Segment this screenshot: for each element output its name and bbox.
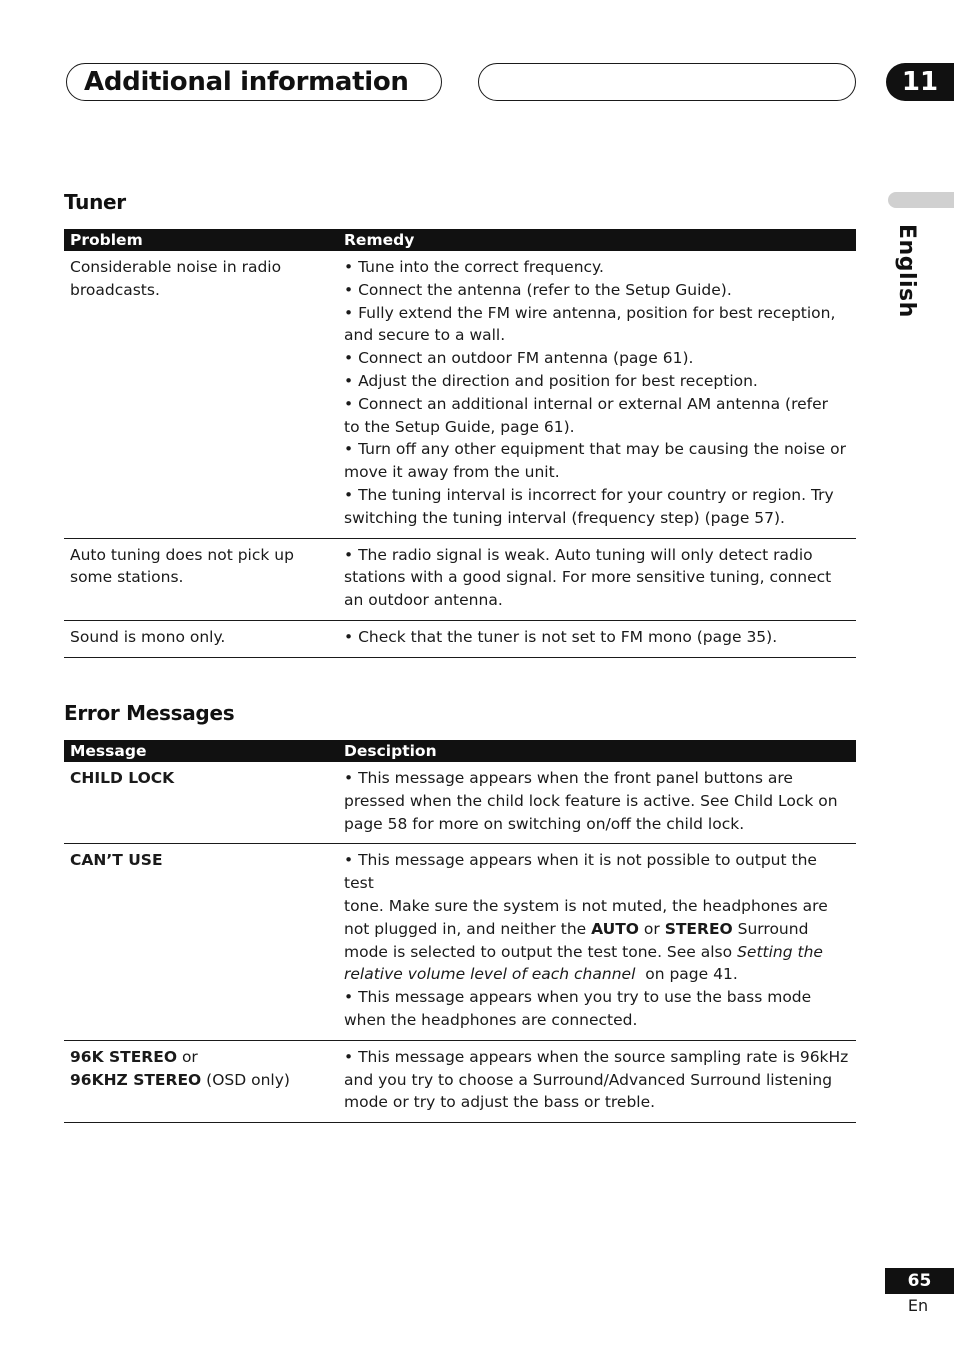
- table-row: [64, 762, 856, 844]
- text-line: Auto tuning does not pick up: [70, 545, 294, 564]
- text-line: • Connect an outdoor FM antenna (page 61).: [344, 349, 694, 368]
- text-line: move it away from the unit.: [344, 463, 560, 482]
- text-run: mode is selected to output the test tone. See also: [344, 942, 738, 961]
- message-cell: [64, 844, 338, 1040]
- message-code: 96K STEREO: [70, 1047, 178, 1066]
- text-line: • The tuning interval is incorrect for your country or region. Try: [344, 485, 834, 504]
- chapter-number: 11: [886, 63, 954, 101]
- text-line: [344, 941, 850, 964]
- page-title: Additional information: [84, 67, 409, 97]
- text-line: [344, 963, 850, 986]
- auto-mode-label: AUTO: [591, 919, 639, 938]
- error-messages-table: [64, 740, 856, 1123]
- text-run: or: [638, 919, 665, 938]
- text-run: or: [177, 1047, 198, 1066]
- column-header-problem: Problem: [64, 229, 338, 251]
- table-header-row: [64, 740, 856, 762]
- tuner-section-title: Tuner: [64, 190, 126, 214]
- language-tab-label: English: [894, 224, 919, 318]
- table-row: [64, 620, 856, 657]
- text-line: • Fully extend the FM wire antenna, position for best reception,: [344, 303, 836, 322]
- remedy-cell: [338, 620, 856, 657]
- text-line: switching the tuning interval (frequency step) (page 57).: [344, 508, 785, 527]
- remedy-cell: [338, 538, 856, 620]
- table-header-row: [64, 229, 856, 251]
- text-line: • Connect an additional internal or external AM antenna (refer: [344, 394, 829, 413]
- text-line: • Tune into the correct frequency.: [344, 258, 604, 276]
- text-line: • This message appears when you try to use the bass mode: [344, 988, 812, 1007]
- text-line: • Turn off any other equipment that may be causing the noise or: [344, 440, 846, 459]
- tuner-table: [64, 229, 856, 658]
- text-line: some stations.: [70, 568, 184, 587]
- text-line: and secure to a wall.: [344, 326, 506, 345]
- table-row: [64, 538, 856, 620]
- page-language-code: En: [907, 1296, 929, 1315]
- cross-reference: Setting the: [737, 942, 823, 961]
- text-line: tone. Make sure the system is not muted, the headphones are: [344, 896, 828, 915]
- table-row: [64, 251, 856, 538]
- text-line: stations with a good signal. For more sensitive tuning, connect: [344, 568, 832, 587]
- text-line: when the headphones are connected.: [344, 1010, 638, 1029]
- side-tab-marker: [888, 192, 954, 208]
- header-blank-frame: [478, 63, 856, 101]
- text-run: (OSD only): [201, 1070, 290, 1089]
- text-run: not plugged in, and neither the: [344, 919, 592, 938]
- text-line: pressed when the child lock feature is active. See Child Lock on: [344, 791, 838, 810]
- page-number: 65: [885, 1268, 954, 1294]
- message-code: CAN’T USE: [70, 851, 163, 870]
- text-line: • Check that the tuner is not set to FM mono (page 35).: [344, 627, 778, 646]
- column-header-description: Desciption: [338, 740, 856, 762]
- problem-cell: [64, 538, 338, 620]
- text-line: • This message appears when it is not possible to output the test: [344, 851, 817, 893]
- table-row: [64, 844, 856, 1040]
- text-line: • The radio signal is weak. Auto tuning will only detect radio: [344, 545, 813, 564]
- text-line: broadcasts.: [70, 280, 160, 299]
- text-line: [70, 1046, 332, 1069]
- text-line: [70, 1069, 332, 1092]
- text-run: Surround: [732, 919, 809, 938]
- text-line: • This message appears when the front panel buttons are: [344, 769, 793, 787]
- problem-cell: [64, 620, 338, 657]
- description-cell: [338, 762, 856, 844]
- text-line: • Connect the antenna (refer to the Setup Guide).: [344, 280, 732, 299]
- remedy-cell: [338, 251, 856, 538]
- text-line: Considerable noise in radio: [70, 258, 282, 276]
- message-cell: [64, 1040, 338, 1122]
- text-line: an outdoor antenna.: [344, 591, 503, 610]
- text-line: [344, 918, 850, 941]
- problem-cell: [64, 251, 338, 538]
- message-cell: [64, 762, 338, 844]
- text-line: mode or try to adjust the bass or treble.: [344, 1093, 656, 1112]
- message-code: CHILD LOCK: [70, 769, 175, 787]
- text-run: on page 41.: [635, 965, 738, 984]
- cross-reference: relative volume level of each channel: [344, 965, 636, 984]
- error-messages-section-title: Error Messages: [64, 701, 235, 725]
- message-code: 96KHZ STEREO: [70, 1070, 202, 1089]
- stereo-mode-label: STEREO: [664, 919, 733, 938]
- table-row: [64, 1040, 856, 1122]
- description-cell: [338, 1040, 856, 1122]
- text-line: page 58 for more on switching on/off the child lock.: [344, 814, 745, 833]
- column-header-message: Message: [64, 740, 338, 762]
- text-line: to the Setup Guide, page 61).: [344, 417, 575, 436]
- column-header-remedy: Remedy: [338, 229, 856, 251]
- text-line: • Adjust the direction and position for best reception.: [344, 371, 758, 390]
- description-cell: [338, 844, 856, 1040]
- text-line: and you try to choose a Surround/Advanced Surround listening: [344, 1070, 833, 1089]
- text-line: • This message appears when the source sampling rate is 96kHz: [344, 1047, 849, 1066]
- text-line: Sound is mono only.: [70, 627, 226, 646]
